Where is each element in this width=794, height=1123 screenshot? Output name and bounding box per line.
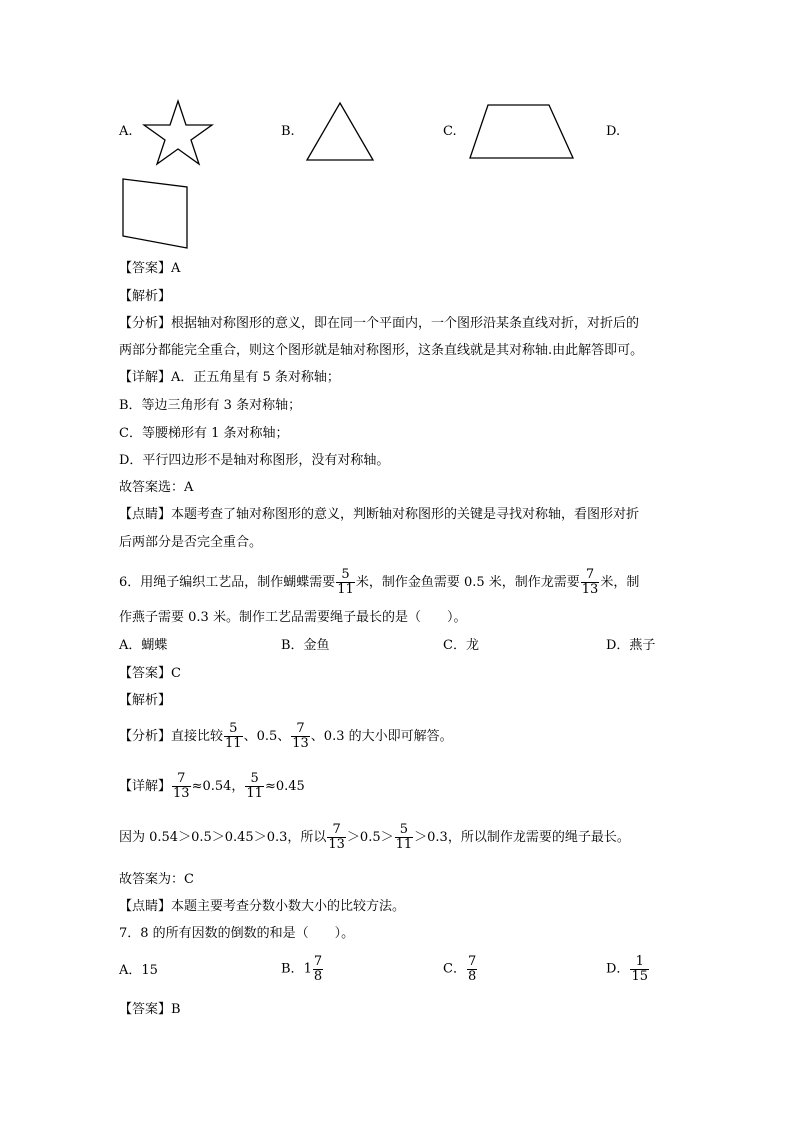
q6-comment: 【点睛】本题主要考查分数小数大小的比较方法。	[119, 899, 406, 914]
q5-detail-line2: B．等边三角形有 3 条对称轴；	[119, 398, 302, 413]
q7-option-b: B．1 $\frac{7}{8}$	[281, 954, 323, 984]
q6-because: 因为 0.54＞0.5＞0.45＞0.3，所以 $\frac{7}{13}$ ＞0.5＞ $\frac{5}{11}$ ＞0.3，所以制作龙需要的绳子最长。	[119, 822, 630, 852]
q6-option-c: C．龙	[443, 638, 479, 653]
q7-option-d: D． $\frac{1}{15}$	[606, 954, 648, 984]
fraction: $\frac{7}{13}$	[328, 822, 345, 852]
q6-option-d: D．燕子	[606, 638, 656, 653]
fraction: $\frac{1}{15}$	[631, 954, 648, 984]
option-d-label: D.	[606, 124, 621, 139]
fraction: $\frac{7}{13}$	[581, 567, 599, 597]
q7-answer: 【答案】B	[119, 1002, 181, 1017]
q6-fenxi: 【分析】直接比较 $\frac{5}{11}$ 、0.5、 $\frac{7}{13}$ 、0.3 的大小即可解答。	[119, 721, 453, 751]
q5-comment-line2: 后两部分是否完全重合。	[119, 535, 263, 550]
fraction: $\frac{7}{13}$	[292, 721, 309, 751]
q5-fenxi-line2: 两部分都能完全重合，则这个图形就是轴对称图形，这条直线就是其对称轴.由此解答即可。	[119, 343, 644, 358]
q5-comment-line1: 【点睛】本题考查了轴对称图形的意义，判断轴对称图形的关键是寻找对称轴，看图形对折	[119, 507, 640, 522]
q7-option-c: C． $\frac{7}{8}$	[443, 954, 477, 984]
q6-option-a: A．蝴蝶	[119, 638, 168, 653]
q6-stem-line2: 作燕子需要 0.3 米。制作工艺品需要绳子最长的是（ ）。	[119, 610, 467, 625]
q7-option-a: A．15	[119, 963, 158, 978]
trapezoid-icon	[469, 104, 575, 160]
q6-analysis-title: 【解析】	[119, 693, 172, 708]
q6-stem-line1: 6．用绳子编织工艺品，制作蝴蝶需要 $\frac{5}{11}$ 米，制作金鱼需要 0.5 米，制作龙需要 $\frac{7}{13}$ 米，制	[119, 567, 640, 597]
q5-analysis-title: 【解析】	[119, 289, 172, 304]
option-a-label: A.	[119, 124, 133, 139]
fraction: $\frac{5}{11}$	[337, 567, 354, 597]
option-b-label: B.	[281, 124, 295, 139]
q5-detail-line1: 【详解】A．正五角星有 5 条对称轴；	[119, 370, 340, 385]
q5-detail-line3: C．等腰梯形有 1 条对称轴；	[119, 426, 289, 441]
fraction: $\frac{7}{13}$	[173, 771, 190, 801]
fraction: $\frac{5}{11}$	[225, 721, 242, 751]
q6-answer: 【答案】C	[119, 666, 181, 681]
q6-detail: 【详解】 $\frac{7}{13}$ ≈0.54， $\frac{5}{11}$ ≈0.45	[119, 771, 305, 801]
fraction: $\frac{5}{11}$	[246, 771, 263, 801]
q6-option-b: B．金鱼	[281, 638, 330, 653]
q5-answer: 【答案】A	[119, 261, 181, 276]
fraction: $\frac{5}{11}$	[395, 822, 413, 852]
q7-stem: 7．8 的所有因数的倒数的和是（ ）。	[119, 926, 355, 941]
parallelogram-icon	[121, 177, 189, 251]
q5-fenxi-line1: 【分析】根据轴对称图形的意义，即在同一个平面内，一个图形沿某条直线对折，对折后的	[119, 316, 640, 331]
triangle-icon	[306, 102, 374, 162]
q6-choose: 故答案为：C	[119, 872, 194, 887]
mixed-number: 1 $\frac{7}{8}$	[303, 954, 323, 984]
option-c-label: C.	[443, 124, 457, 139]
q5-detail-line4: D．平行四边形不是轴对称图形，没有对称轴。	[119, 453, 390, 468]
fraction: $\frac{7}{8}$	[467, 954, 477, 984]
q5-choose: 故答案选：A	[119, 480, 194, 495]
star-icon	[143, 100, 213, 166]
